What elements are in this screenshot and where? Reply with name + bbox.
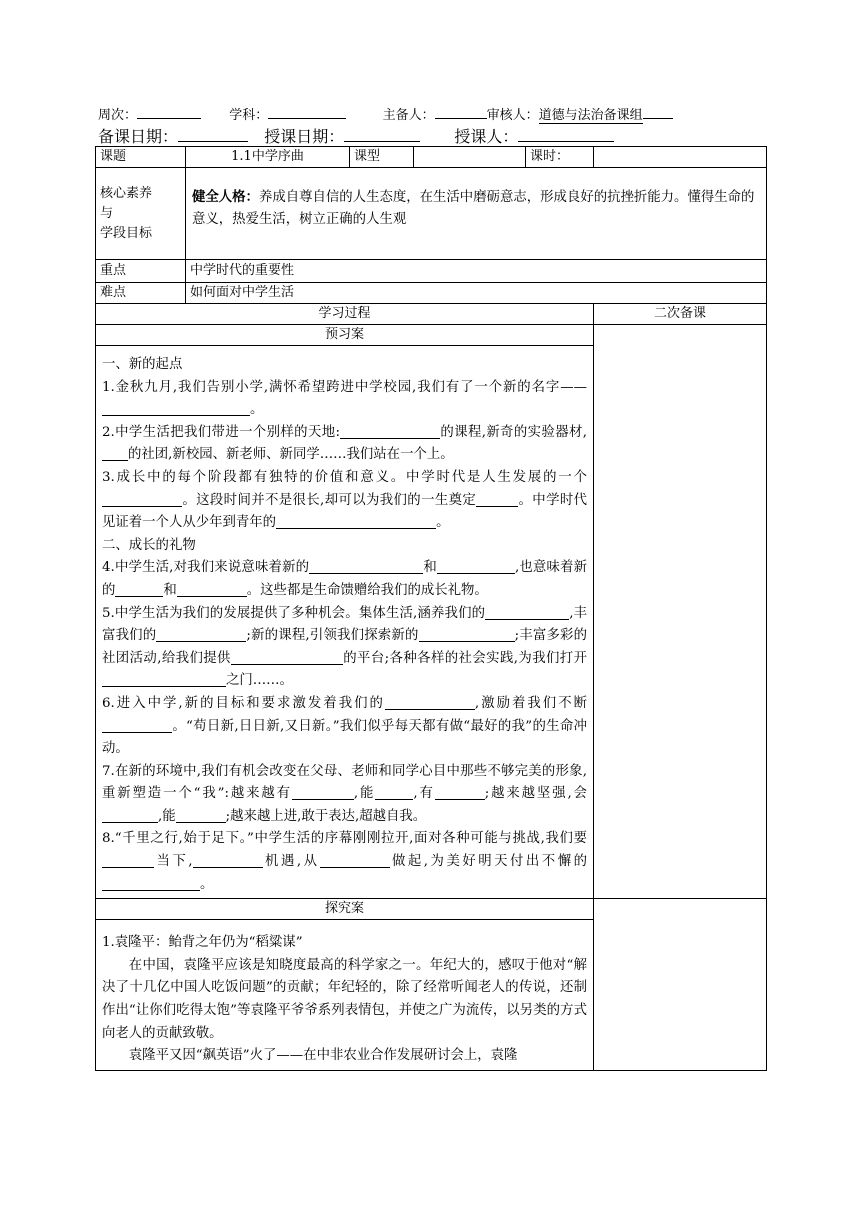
- header-line-2: [98, 124, 614, 147]
- key-label: 重点: [96, 260, 186, 283]
- week-label: 周次：: [98, 108, 138, 123]
- hours-label: 课时：: [526, 147, 594, 168]
- core-label: [96, 168, 186, 260]
- blank[interactable]: [292, 784, 354, 800]
- subject-blank[interactable]: [268, 104, 346, 119]
- preview-section: [96, 346, 594, 899]
- blank[interactable]: [115, 581, 163, 597]
- blank[interactable]: [485, 604, 569, 620]
- blank[interactable]: [176, 807, 226, 823]
- key-value: 中学时代的重要性: [186, 260, 767, 283]
- core-label-2: 与: [100, 205, 114, 221]
- blank[interactable]: [375, 784, 413, 800]
- explore-paragraph-1: 在中国，袁隆平应该是知晓度最高的科学家之一。年纪大的，感叹于他对“解决了十几亿中国人吃饭问题”的贡献；年纪轻的，除了经常听闻老人的传说，还制作出“让你们吃得太饱”等袁隆平爷爷系列表情包，并使之广为流传，以另类的方式向老人的贡献致敬。: [102, 957, 587, 1041]
- preview-item-8: 8.“千里之行,始于足下。”中学生活的序幕刚刚拉开,面对各种可能与挑战,我们要当下, 机遇,从 做起,为美好明天付出不懈的。: [102, 831, 587, 892]
- blank[interactable]: [231, 649, 343, 665]
- blank[interactable]: [102, 671, 226, 687]
- blank[interactable]: [435, 784, 485, 800]
- blank[interactable]: [102, 852, 154, 868]
- reviewer-label: 审核人：: [486, 108, 539, 123]
- preview-item-3: 3.成长中的每个阶段都有独特的价值和意义。中学时代是人生发展的一个。这段时间并不是很长,却可以为我们的一生奠定 。中学时代见证着一个人从少年到青年的 。: [102, 469, 587, 531]
- type-value[interactable]: [414, 147, 526, 168]
- preview-item-2: 2.中学生活把我们带进一个别样的天地: 的课程,新奇的实验器材,的社团,新校园、新老师、新同学……我们站在一个上。: [102, 424, 587, 463]
- core-bold: 健全人格：: [192, 189, 259, 205]
- blank[interactable]: [177, 581, 247, 597]
- teacher-blank[interactable]: [518, 126, 614, 142]
- explore-label: 探究案: [96, 899, 594, 920]
- blank[interactable]: [102, 875, 200, 891]
- explore-title: 1.袁隆平：鲐背之年仍为“稻粱谋”: [102, 935, 303, 951]
- blank[interactable]: [156, 626, 246, 642]
- blank[interactable]: [102, 717, 172, 733]
- reviewer-value: 道德与法治备课组: [538, 108, 643, 123]
- blank[interactable]: [419, 626, 515, 642]
- blank[interactable]: [102, 491, 182, 507]
- topic-label: 课题: [96, 147, 186, 168]
- core-text: 养成自尊自信的人生态度，在生活中磨砺意志，形成良好的抗挫折能力。懂得生命的意义，热爱生活，树立正确的人生观: [192, 190, 755, 227]
- second-prep-area-1[interactable]: [594, 325, 767, 899]
- teach-date-label: 授课日期：: [264, 127, 345, 146]
- preview-item-7: 7.在新的环境中,我们有机会改变在父母、老师和同学心目中那些不够完美的形象,重新塑造一个“我”:越来越有 ,能 ,有 ;越来越坚强,会,能 ;越来越上进,敢于表达,超越自我。: [102, 763, 587, 824]
- blank[interactable]: [102, 807, 158, 823]
- blank[interactable]: [437, 558, 515, 574]
- preview-label: 预习案: [96, 325, 594, 346]
- prep-date-blank[interactable]: [178, 126, 248, 142]
- preview-item-6: 6.进入中学,新的目标和要求激发着我们的 ,激励着我们不断。“苟日新,日日新,又日新。”我们似乎每天都有做“最好的我”的生命冲动。: [102, 695, 588, 757]
- hours-value[interactable]: [594, 147, 767, 168]
- reviewer-underline-tail: [643, 104, 673, 119]
- prep-date-label: 备课日期：: [98, 127, 179, 146]
- process-label: 学习过程: [96, 304, 594, 325]
- subject-label: 学科：: [229, 108, 269, 123]
- blank[interactable]: [309, 558, 423, 574]
- lesson-plan-table: [95, 146, 767, 1071]
- second-prep-label: 二次备课: [594, 304, 767, 325]
- blank[interactable]: [193, 852, 263, 868]
- blank[interactable]: [340, 423, 440, 439]
- header-line-1: [98, 104, 673, 123]
- explore-section: [96, 920, 594, 1071]
- difficulty-value: 如何面对中学生活: [186, 283, 767, 304]
- section-1-title: 一、新的起点: [102, 357, 183, 372]
- blank[interactable]: [276, 513, 436, 529]
- preview-item-5: 5.中学生活为我们的发展提供了多种机会。集体生活,涵养我们的 ,丰富我们的 ;新的课程,引领我们探索新的 ;丰富多彩的社团活动,给我们提供 的平台;各种各样的社会实践,为我们打开之门……。: [102, 605, 588, 689]
- section-2-title: 二、成长的礼物: [102, 537, 196, 553]
- type-label: 课型: [350, 147, 414, 168]
- explore-paragraph-2: 袁隆平又因“飙英语”火了——在中非农业合作发展研讨会上，袁隆: [128, 1048, 518, 1064]
- difficulty-label: 难点: [96, 283, 186, 304]
- preview-item-1: 1.金秋九月,我们告别小学,满怀希望跨进中学校园,我们有了一个新的名字——。: [102, 379, 587, 418]
- teacher-label: 授课人：: [454, 127, 519, 146]
- blank[interactable]: [102, 400, 250, 416]
- blank[interactable]: [476, 491, 518, 507]
- core-goals: [186, 168, 767, 260]
- blank[interactable]: [102, 445, 128, 461]
- second-prep-area-2[interactable]: [594, 899, 767, 1071]
- blank[interactable]: [385, 694, 475, 710]
- preparer-label: 主备人：: [382, 108, 435, 123]
- core-label-1: 核心素养: [100, 185, 153, 201]
- week-blank[interactable]: [137, 104, 201, 119]
- core-label-3: 学段目标: [100, 225, 153, 241]
- topic-value: 1.1中学序曲: [186, 147, 350, 168]
- teach-date-blank[interactable]: [344, 126, 420, 142]
- preview-item-4: 4.中学生活,对我们来说意味着新的 和 ,也意味着新的 和 。这些都是生命馈赠给我们的成长礼物。: [102, 560, 587, 598]
- blank[interactable]: [320, 852, 390, 868]
- preparer-blank[interactable]: [435, 104, 487, 119]
